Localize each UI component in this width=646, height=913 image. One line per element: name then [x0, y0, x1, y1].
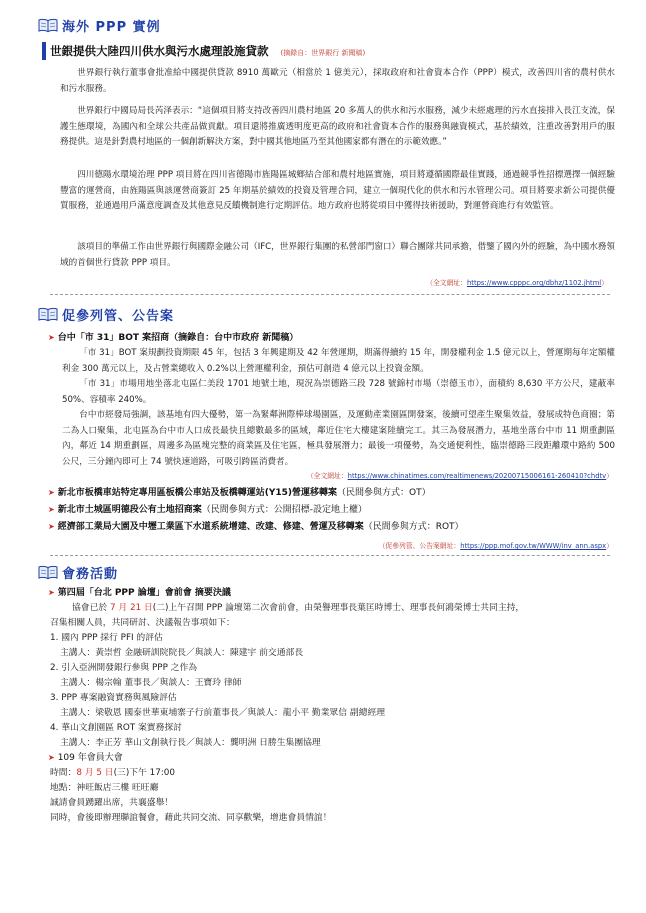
case-title: 新北市板橋車站特定專用區板橋公車站及板橋轉運站(Y15)營運移轉案 [57, 488, 337, 498]
article-title [50, 43, 365, 59]
agm-heading [48, 751, 123, 765]
case-title: 新北市土城區明德段公有土地招商案 [57, 505, 202, 515]
agm-place: 地點：神旺飯店三樓 旺旺廳 [50, 783, 159, 793]
agm-time [50, 766, 175, 780]
section-header-overseas [38, 14, 161, 36]
meeting-date: 7 月 21 日 [109, 603, 153, 613]
section-title: 會務活動 [62, 566, 119, 582]
title-accent-bar [42, 42, 46, 60]
red-arrow-icon: ➤ [48, 333, 55, 342]
time-rest: (三)下午 17:00 [113, 768, 175, 778]
article-paragraph-3: 四川德陽水環境治理 PPP 項目將在四川省德陽市旌陽區城鄉結合部和農村地區實施，項目將遵循國際最佳實踐，通過競爭性招標選擇一個經驗豐富的運營商，由旌陽區與該運營商簽訂 25 年期基於績效的投資及管理合同，建立一個現代化的供水和污水管理公司。項目將要求新公司提供優質服務，並通過用戶滿意度調查及其他意見反饋機制進行定期評估。地方政府也將從項目中獲得技術援助，對運營商進行有效監管。 [60, 170, 615, 211]
meeting-intro-line-1 [72, 601, 524, 615]
agenda-topic-2: 2. 引入亞洲開發銀行參與 PPP 之作為 [50, 663, 198, 673]
article-paragraph-4: 該項目的準備工作由世界銀行與國際金融公司（IFC，世界銀行集團的私營部門窗口）聯合團隊共同承擔，借鑒了國內外的經驗，為中國水務領域的首個世行貸款 PPP 項目。 [60, 242, 615, 268]
agenda-host-1: 主講人：黃崇哲 金融研訓院院長／與談人：陳建宇 前交通部長 [60, 648, 304, 658]
promo-case-2[interactable] [48, 486, 431, 500]
agm-title: 109 年會員大會 [57, 753, 123, 763]
agenda-host-4: 主講人：李正芳 華山文創執行長／與談人：龔明洲 日勝生集團協理 [60, 738, 321, 748]
intro-text: 協會已於 [72, 603, 110, 613]
red-arrow-icon: ➤ [48, 753, 55, 762]
case-mode: （民間參與方式：OT） [336, 488, 431, 498]
link-end: ） [606, 542, 613, 550]
promo-case-3[interactable] [48, 503, 367, 517]
promo-case-1-paragraph-3: 台中市經發局強調，該基地有四大優勢，第一為緊鄰洲際棒球場園區，及運動產業園區開發案，後續可望產生聚集效益，發展成特色商圈；第二為人口聚集，北屯區為台中市人口成長最快且總數最多的區域，鄰近住宅大樓建案陸續完工。其三為發展潛力，基地坐落台中市 11 期重劃區內，鄰近 14 期重劃區，周邊多為區塊完整的商業區及住宅區，極具發展潛力；最後一項優勢，為交通便利性，臨崇德路三段距離環中路約 500 公尺，三分鐘內即可上 74 號快速道路，可吸引跨區消費者。 [62, 410, 615, 467]
meeting-title: 第四屆「台北 PPP 論壇」會前會 摘要決議 [57, 588, 231, 598]
section-header-association [38, 561, 118, 583]
link-end: ） [601, 279, 608, 287]
article-source: (摘錄自：世界銀行 新聞稿) [280, 49, 366, 57]
article-url-link[interactable]: https://www.cpppc.org/dbhz/1102.jhtml [466, 279, 602, 287]
link-label: （全文網址： [306, 472, 348, 480]
case-mode: （民間參與方式：公開招標-設定地上權） [201, 505, 367, 515]
article-paragraph-2: 世界銀行中國局局長芮泽表示：“這個項目將支持改善四川農村地區 20 多萬人的供水和污水服務，減少未經處理的污水直接排入長江支流，保護生態環境，為國內和全球公共產品做貢獻。項目還將推廣透明度更高的政府和社會資本合作的服務與融資模式，基於績效，注重改善對用戶的服務提供。這是針對農村地區的一個創新解決方案，對中國其他地區乃至其他國家都有潛在的示範效應。” [60, 106, 615, 147]
promo-case-1-paragraph-2: 「市 31」市場用地坐落北屯區仁美段 1701 地號土地，現況為崇德路三段 728 號錦村市場（崇德玉市），面積約 8,630 平方公尺，建蔽率 50%、容積率 240%。 [62, 379, 615, 405]
link-end: ） [606, 472, 613, 480]
promo-case-4[interactable] [48, 520, 464, 534]
agm-invite: 誠請會員踴躍出席，共襄盛舉！ [50, 798, 174, 808]
intro-text: (二)上午召開 PPP 論壇第二次會前會，由榮譽理事長葉匡時博士、理事長何鴻榮博士共同主持， [152, 603, 525, 613]
section-divider [50, 555, 610, 556]
red-arrow-icon: ➤ [48, 522, 55, 531]
agm-date: 8 月 5 日 [76, 768, 114, 778]
meeting-heading [48, 586, 231, 600]
case-title: 台中「市 31」BOT 案招商（摘錄自：台中市政府 新聞稿） [57, 333, 299, 343]
agenda-host-2: 主講人：楊宗翰 董事長／與談人：王寶玲 律師 [60, 678, 242, 688]
promo-case-1-link [307, 470, 613, 480]
link-label: （促參列管、公告案網址： [378, 542, 461, 550]
red-arrow-icon: ➤ [48, 588, 55, 597]
agenda-topic-1: 1. 國內 PPP 採行 PFI 的評估 [50, 633, 163, 643]
red-arrow-icon: ➤ [48, 488, 55, 497]
promo-case-1-url-link[interactable]: https://www.chinatimes.com/realtimenews/20200715006161-260410?chdtv [347, 472, 607, 480]
section-title: 海外 PPP 實例 [62, 19, 161, 35]
promo-footer-link [379, 540, 613, 550]
promo-case-1-heading [48, 331, 298, 345]
link-label: （全文網址： [426, 279, 467, 287]
red-arrow-icon: ➤ [48, 505, 55, 514]
agenda-topic-3: 3. PPP 專案融資實務與風險評估 [50, 693, 177, 703]
article-paragraph-1: 世界銀行執行董事會批准給中國提供貸款 8910 萬歐元（相當於 1 億美元），採取政府和社會資本合作（PPP）模式，改善四川省的農村供水和污水服務。 [60, 68, 615, 94]
time-label: 時間： [50, 768, 77, 778]
open-book-icon [38, 564, 58, 580]
article-title-text: 世銀提供大陸四川供水與污水處理設施貸款 [50, 44, 269, 58]
case-title: 經濟部工業局大園及中壢工業區下水道系統增建、改建、修建、營運及移轉案 [57, 522, 364, 532]
section-divider [50, 294, 610, 295]
open-book-icon [38, 17, 58, 33]
section-title: 促參列管、公告案 [62, 308, 175, 324]
promo-footer-url-link[interactable]: https://ppp.mof.gov.tw/WWW/inv_ann.aspx [460, 542, 607, 550]
meeting-intro-line-2: 召集相關人員，共同研討、決議報告事項如下： [50, 618, 235, 628]
agenda-topic-4: 4. 華山文創園區 ROT 案實務探討 [50, 723, 182, 733]
article-full-link [426, 277, 608, 287]
agm-closing: 同時，會後即辦理聯誼餐會，藉此共同交流、同享歡樂，增進會員情誼！ [50, 813, 332, 823]
agenda-host-3: 主講人：梁敬恩 國泰世華東埔寨子行前董事長／與談人：龍小平 勤業眾信 副總經理 [60, 708, 386, 718]
open-book-icon [38, 306, 58, 322]
case-mode: （民間參與方式：ROT） [363, 522, 464, 532]
section-header-promotion [38, 303, 174, 325]
promo-case-1-paragraph-1: 「市 31」BOT 案規劃投資期限 45 年，包括 3 年興建期及 42 年營運期，期滿得續約 15 年，開發權利金 1.5 億元以上，營運期每年定額權利金 300 萬元以上，及占營業總收入 0.2%以上營運權利金，預估可創造 4 億元以上投資金額。 [62, 348, 615, 374]
